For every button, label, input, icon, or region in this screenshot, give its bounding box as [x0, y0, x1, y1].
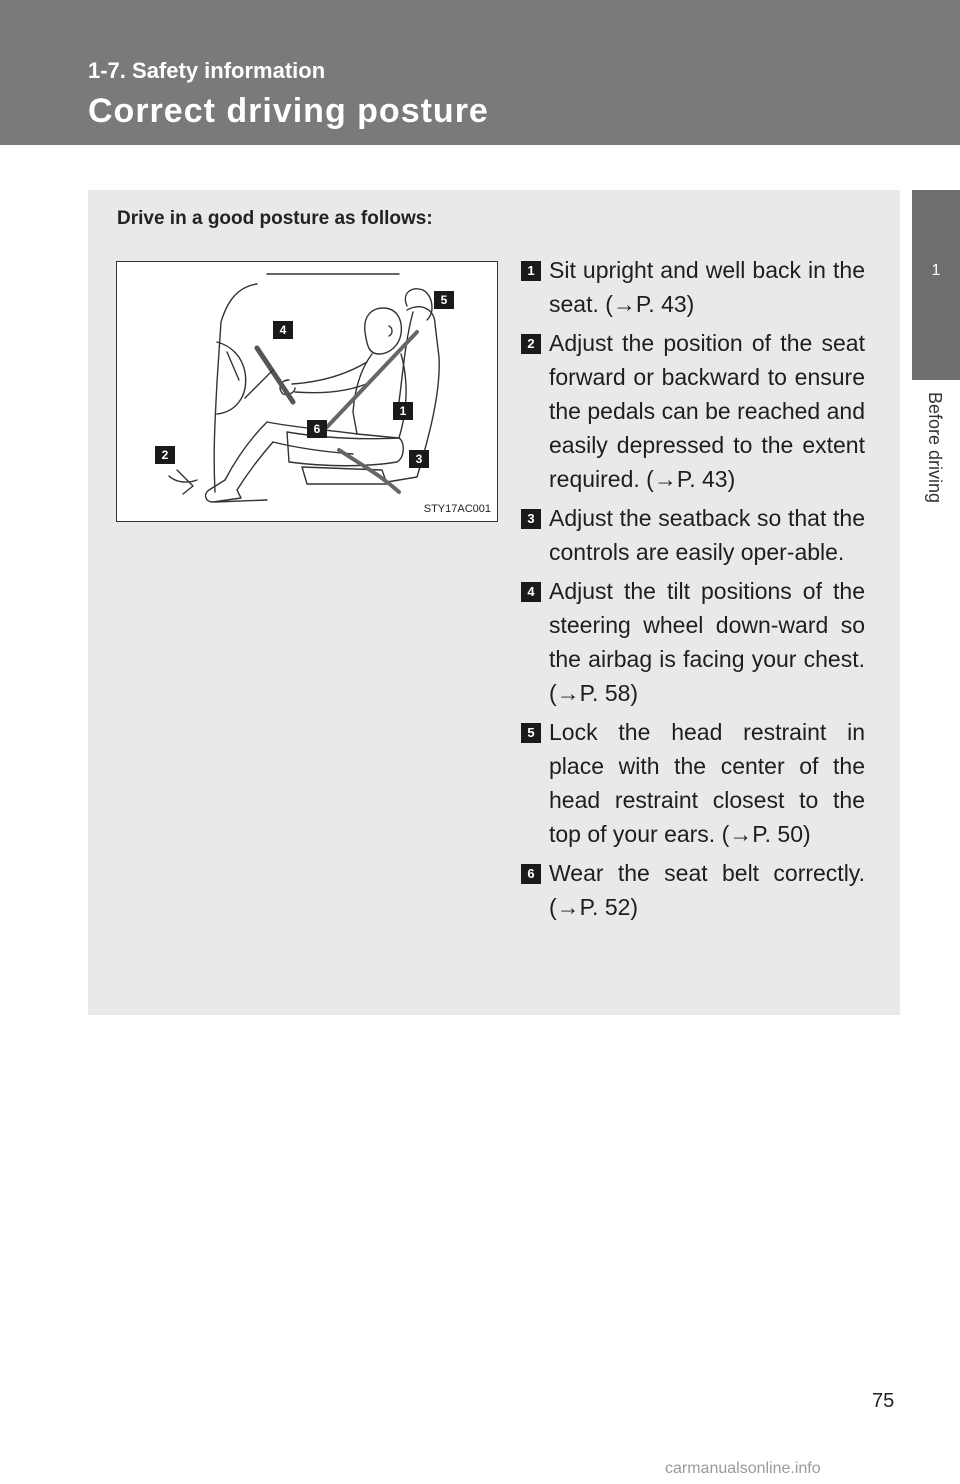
step-text: Adjust the seatback so that the controls are easily oper-able.: [549, 505, 865, 565]
step-number: 2: [521, 334, 541, 354]
step-number: 3: [521, 509, 541, 529]
step-number: 6: [521, 864, 541, 884]
step-number: 1: [521, 261, 541, 281]
intro-text: Drive in a good posture as follows:: [117, 208, 433, 229]
chapter-tab[interactable]: [912, 190, 960, 380]
driving-posture-illustration: [116, 261, 498, 522]
step-number: 4: [521, 582, 541, 602]
step-item: [521, 574, 865, 710]
step-text: Lock the head restraint in place with the center of the head restraint closest to the top of your ears. (→P. 50): [549, 719, 865, 847]
step-item: [521, 501, 865, 569]
chapter-label: Before driving: [925, 392, 945, 504]
step-item: [521, 326, 865, 496]
step-item: [521, 253, 865, 321]
page-number: 75: [872, 1390, 895, 1412]
chapter-number: 1: [931, 262, 941, 279]
step-number: 5: [521, 723, 541, 743]
step-text: Wear the seat belt correctly. (→P. 52): [549, 860, 865, 920]
step-item: [521, 715, 865, 851]
step-text: Sit upright and well back in the seat. (→P. 43): [549, 257, 865, 317]
callout-2: 2: [155, 446, 175, 464]
section-heading: 1-7. Safety information: [88, 58, 326, 83]
figure-code: STY17AC001: [423, 503, 491, 515]
step-text: Adjust the tilt positions of the steering wheel down-ward so the airbag is facing your chest. (→P. 58): [549, 578, 865, 706]
step-text: Adjust the position of the seat forward or backward to ensure the pedals can be reached and easily depressed to the extent required. (→P. 43): [549, 330, 865, 492]
callout-3: 3: [409, 450, 429, 468]
step-item: [521, 856, 865, 924]
watermark-text: carmanualsonline.info: [665, 1460, 821, 1477]
posture-steps-list: [521, 253, 865, 929]
callout-5: 5: [434, 291, 454, 309]
callout-6: 6: [307, 420, 327, 438]
page-title: Correct driving posture: [88, 92, 489, 130]
callout-1: 1: [393, 402, 413, 420]
callout-4: 4: [273, 321, 293, 339]
